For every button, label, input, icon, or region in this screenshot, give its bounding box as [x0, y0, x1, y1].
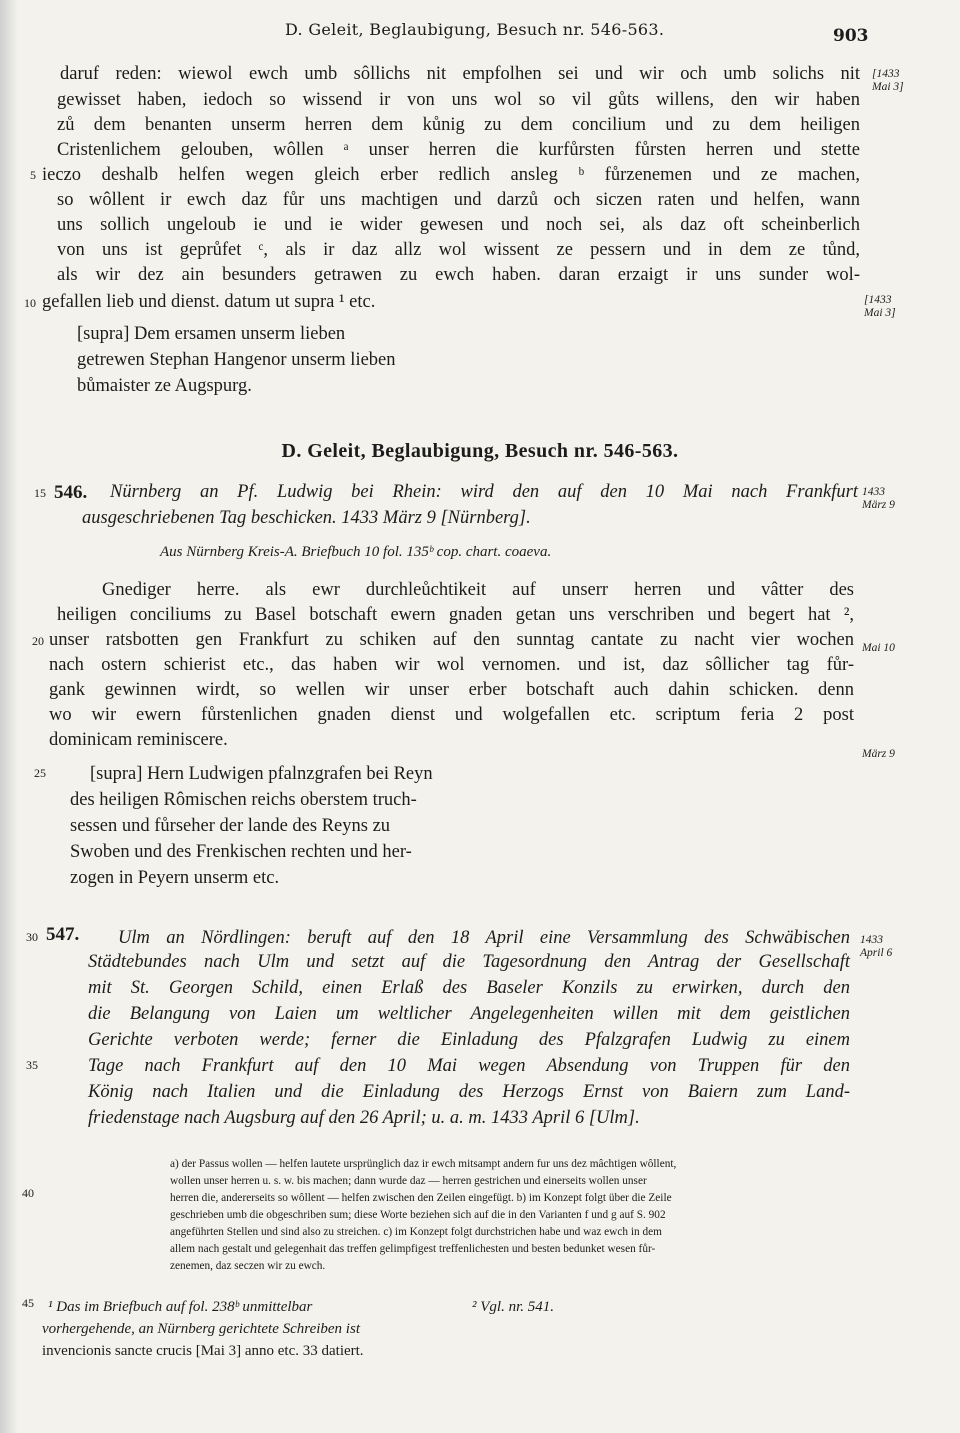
address-line: des heiligen Rômischen reichs oberstem truch-	[70, 790, 417, 810]
line-number: 15	[34, 486, 46, 500]
line-number: 30	[26, 930, 38, 944]
margin-date: [1433 Mai 3]	[864, 294, 896, 319]
text-line: Gnediger herre. als ewr durchleůchtikeit auf unserr herren und vâtter des	[102, 580, 854, 600]
address-line: [supra] Hern Ludwigen pfalnzgrafen bei Reyn	[90, 764, 433, 784]
line-number: 35	[26, 1058, 38, 1072]
address-line: getrewen Stephan Hangenor unserm lieben	[77, 350, 396, 370]
margin-date: Mai 10	[862, 642, 895, 654]
section-heading: D. Geleit, Beglaubigung, Besuch nr. 546-563.	[281, 440, 679, 462]
regest-line: friedenstage nach Augsburg auf den 26 April; u. a. m. 1433 April 6 [Ulm].	[88, 1108, 640, 1128]
variant-note-line: wollen unser herren u. s. w. bis machen; dann wurde daz — herren gestrichen und einerseits wollen unser	[170, 1175, 647, 1187]
page-number: 903	[833, 26, 869, 46]
text-line: gewisset haben, iedoch so wissend ir von uns wol so vil gůts willens, den wir haben	[57, 90, 860, 110]
margin-date: März 9	[862, 748, 895, 760]
margin-date: 1433 April 6	[860, 934, 893, 959]
text-line: so wôllent ir ewch daz fůr uns machtigen und darzů och siczen raten und helfen, wann	[57, 190, 860, 210]
line-number: 20	[32, 634, 44, 648]
address-line: sessen und fůrseher der lande des Reyns zu	[70, 816, 391, 836]
variant-note-line: allem nach gestalt und gelegenhait das treffen gelimpfigest treffenlichesten und besten bedunket wesen fůr-	[170, 1243, 656, 1255]
variant-note-line: geschrieben umb die obgeschriben sum; diese Worte beziehen sich auf die in den Varianten f und g auf S. 902	[170, 1209, 666, 1221]
regest-line: mit St. Georgen Schild, einen Erlaß des Baseler Konzils zu erwirken, durch den	[88, 978, 850, 998]
text-line: gank gewinnen wirdt, so wellen wir unser erber botschaft auch dahin schicken. denn	[49, 680, 854, 700]
page-gutter-shadow	[0, 0, 18, 1433]
running-head	[0, 20, 960, 50]
document-number: 546.	[54, 482, 88, 503]
regest-line: Tage nach Frankfurt auf den 10 Mai wegen Absendung von Truppen für den	[88, 1056, 850, 1076]
variant-note-line: a) der Passus wollen — helfen lautete ursprünglich daz ir ewch mitsampt andern fur uns dez mâchtigen wôllent,	[170, 1158, 677, 1170]
address-line: bůmaister ze Augspurg.	[77, 376, 252, 396]
text-line: zů dem benanten unserm herren dem kůnig zu dem concilium und zu dem heiligen	[57, 115, 860, 135]
regest-line: Städtebundes nach Ulm und setzt auf die Tagesordnung den Antrag der Gesellschaft	[88, 952, 850, 972]
text-line: gefallen lieb und dienst. datum ut supra ¹ etc.	[42, 292, 376, 312]
text-line: nach ostern schierist etc., das haben wir wol vernomen. und ist, daz sôllicher tag fůr-	[49, 655, 854, 675]
running-title: D. Geleit, Beglaubigung, Besuch nr. 546-563.	[285, 20, 665, 39]
regest-line: König nach Italien und die Einladung des Herzogs Ernst von Baiern zum Land-	[88, 1082, 850, 1102]
text-line: uns sollich ungeloub ie und ie wider gewesen und noch sei, als daz oft scheinberlich	[57, 215, 860, 235]
text-line: von uns ist geprůfet ᶜ, als ir daz allz wol wissent ze pessern und in dem ze tůnd,	[57, 240, 860, 260]
margin-date: [1433 Mai 3]	[872, 68, 904, 93]
address-line: Swoben und des Frenkischen rechten und her-	[70, 842, 412, 862]
regest-line: ausgeschriebenen Tag beschicken. 1433 März 9 [Nürnberg].	[82, 508, 531, 528]
regest-line: Ulm an Nördlingen: beruft auf den 18 April eine Versammlung des Schwäbischen	[118, 928, 850, 948]
variant-note-line: herren die, andererseits so wôllent — helfen zwischen den Zeilen eingefügt. b) im Konzept folgt über die Zeile	[170, 1192, 672, 1204]
address-line: zogen in Peyern unserm etc.	[70, 868, 280, 888]
variant-note-line: zenemen, daz seczen wir zu ewch.	[170, 1260, 326, 1272]
margin-date: 1433 März 9	[862, 486, 895, 511]
text-line: als wir dez ain besunders getrawen zu ewch haben. daran erzaigt ir uns sunder wol-	[57, 265, 860, 285]
regest-line: Nürnberg an Pf. Ludwig bei Rhein: wird den auf den 10 Mai nach Frankfurt	[110, 482, 858, 502]
line-number: 25	[34, 766, 46, 780]
line-number: 5	[30, 168, 36, 182]
text-line: dominicam reminiscere.	[49, 730, 228, 750]
text-line: Cristenlichem gelouben, wôllen ᵃ unser herren die kurfůrsten fůrsten herren und stette	[57, 140, 860, 160]
footnote-line: ² Vgl. nr. 541.	[472, 1299, 555, 1315]
footnote-line: ¹ Das im Briefbuch auf fol. 238ᵇ unmittelbar	[48, 1299, 313, 1315]
line-number: 45	[22, 1296, 34, 1310]
regest-line: die Belangung von Laien um weltlicher Angelegenheiten willen mit dem geistlichen	[88, 1004, 850, 1024]
line-number: 10	[24, 296, 36, 310]
document-number: 547.	[46, 924, 80, 945]
footnote-line: vorhergehende, an Nürnberg gerichtete Schreiben ist	[42, 1321, 360, 1337]
text-line: heiligen conciliums zu Basel botschaft ewern gnaden getan uns verschriben und begert hat ²,	[57, 605, 854, 625]
line-number: 40	[22, 1186, 34, 1200]
regest-line: Gerichte verboten werde; ferner die Einladung des Pfalzgrafen Ludwig zu einem	[88, 1030, 850, 1050]
address-line: [supra] Dem ersamen unserm lieben	[77, 324, 346, 344]
text-line: daruf reden: wiewol ewch umb sôllichs nit empfolhen sei und wir och umb solichs nit	[60, 64, 860, 84]
text-line: ieczo deshalb helfen wegen gleich erber redlich ansleg ᵇ fůrzenemen und ze machen,	[42, 165, 860, 185]
text-line: wo wir ewern fůrstenlichen gnaden dienst und wolgefallen etc. scriptum feria 2 post	[49, 705, 854, 725]
source-note: Aus Nürnberg Kreis-A. Briefbuch 10 fol. 135ᵇ cop. chart. coaeva.	[160, 544, 552, 560]
text-line: unser ratsbotten gen Frankfurt zu schiken auf den sunntag cantate zu nacht vier wochen	[49, 630, 854, 650]
variant-note-line: angeführten Stellen und sind also zu streichen. c) im Konzept folgt durchstrichen habe und waz ewch in dem	[170, 1226, 662, 1238]
footnote-line: invencionis sancte crucis [Mai 3] anno etc. 33 datiert.	[42, 1343, 364, 1359]
